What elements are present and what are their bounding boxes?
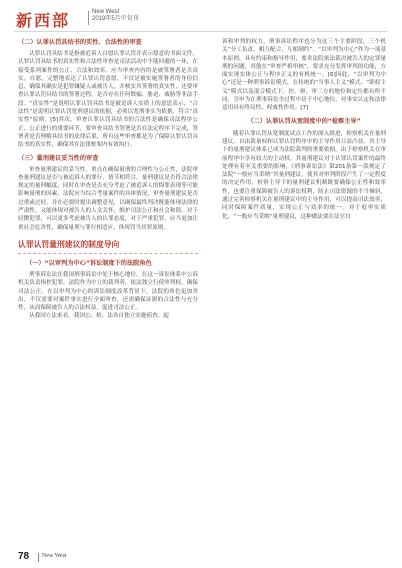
issue-date: 2019年5月中旬刊 [92,16,139,22]
paragraph: 诉和审判的权力，刑事诉讼程序也分为这三个主要阶段，三个机关“分工负责，相互配合，互相制约”。“以审判为中心”作为一项基本原则，具有约束和指导作用，要求法院依法裁决被告人的定罪量刑的问题，其他在“审查严格审核”，要求充分发挥审判的功能，方面实现实体公正与程序正义的有机统一。[6]因此，“以审判为中心”还是一种刑事诉讼模式，在传统的“当事人主义”模式、“职权主义”模式以及混合模式下，控、辩、审三方的地位和定位都有所不同，引申为在刑事诉讼全过程中居于中心地位，对事实认定和法律适用具有终局性、权威性作用。[7] [222,39,386,112]
subheading-procuratorate-led: （二）认罪认罚从宽制度中的“检察主导” [247,117,361,125]
header-rule [14,31,388,32]
subheading-review-letter: （二）认罪认罚具结书的实性、合法性的审查 [18,39,142,46]
paragraph: 从我国立法来看，我国公、检、法各自独立实施侦查、起 [29,313,169,320]
left-column [18,38,198,321]
right-column [222,38,386,221]
footer-divider [38,553,39,562]
section-title: 认罪认罚量刑建议的制度导向 [18,240,198,254]
page-footer [0,546,402,568]
subheading-trial-centered: （一）“以审判为中心”诉讼制度下的法院角色 [26,259,152,267]
logo-english-name: New West [92,9,120,15]
magazine-logo: 新西部 [16,11,71,30]
paragraph: 认罪认罚具结书是指被追诉人自愿认罪认罚并表示愿意的书面文件，认罪认罚具结书的真实性和合法性审查是司法活动中不能回避的一环，在接受系列案件的公正、合法和效率。应当审查内容的是被签署者是否真实，自愿，完整地表达了认罪认罚意愿。不仅是被实施签署者的身份信息，确保其确实是犯罪嫌疑人或被告人，并核实其签署的真实性，还要审查认罪认罚具结书的签署过程，是否存在任何欺骗、胁迫、威胁等非法手段。“真实性”是说明认罪认罚具结书是被追诉人实质上的意思表示，“合法性”是说明认罪认罚宽刑建议的依据，必须以宽刑事实为依据，符合“真实性”原则。[5]其次，审查认罪认罚具结书的合法性是确保司法程序公正、公正进行的重要环节，要审查具结书签署是否在法定程序下完成，签署者是否理解具结书的法律后果，所有这些审查都是为了保障认罪认罚具结书的真实性，确保其在法律框架内有效执行。 [18,51,198,149]
paragraph: 刑事诉讼法在我国刑事诉讼中处于核心地位，在这一诉讼体系中公诉机关负责指控犯罪，法院作为中立的裁判者，依法独立行使审判权，确保司法公正。在以审判为中心的诉讼制度改革背景下，法院的角色更加突出，不仅需要对案件事实进行全面审查，还需确保证据的合法性与充分性，从而保障被告人的合法权益，促进司法公正。 [18,271,198,312]
subheading-sentencing-review: （三）量刑建议妥当性的审查 [18,154,99,162]
page-header [0,0,402,34]
paragraph: 随着认罪认罚从宽制度试点工作的深入推进，检察机关在量刑建议、自由裁量权和认罪认罚程序中的主导作用日益凸显，其主导下的量刑建议体系已成为法院裁判的重要依据，由于检察机关在审前程序中享有较大的主动权，其量刑建议对于认罪认罚案件的最终处理有着至关重要的影响，《刑事诉讼法》第201条第一款规定了法院“一般应当采纳”其量刑建议，使其对审判阶段产生了一定程度的决定作用，检察主导下的量刑建议机制既要确保公正性和效率性，也要注重保障被告人的诉讼权利，防止司法资源的不当倾斜，通过完善检察机关在量刑建议中的主导作用，可以提高司法效率，同时保障案件质量，实现公正与效率的统一。对于庭审实质化，“一般应当采纳”量刑建议，这种做法要在法官自 [222,130,386,220]
paragraph: 审查量刑建议的妥当性，重点在确保量刑的合理性与公正性，法院审查量刑建议是否与被追诉人的罪行、情节相符合，量刑建议是否符合法律规定的量刑幅度，同时在审查是否充分考虑了被追诉人的悔罪表现等可能影响量刑的因素，法院应当综合考量案件的具体情况，审查量刑建议是否过重或过轻，并在必要时提出调整意见，以确保最终判决既能体现法律的严肃性，又能体现对被告人的人文关怀，维护司法公正和社会和谐。对于轻微犯罪，可以更多考虑被告人的认罪态度，对于严重犯罪，应当更加注重社会危害性，确保量刑与罪行相适应，体现罚当其罪原则。 [18,166,198,231]
footer-magazine-name: New West [42,553,67,559]
logo-subtitle [92,9,139,23]
page-number: 78 [18,551,30,562]
logo-divider [88,11,89,25]
